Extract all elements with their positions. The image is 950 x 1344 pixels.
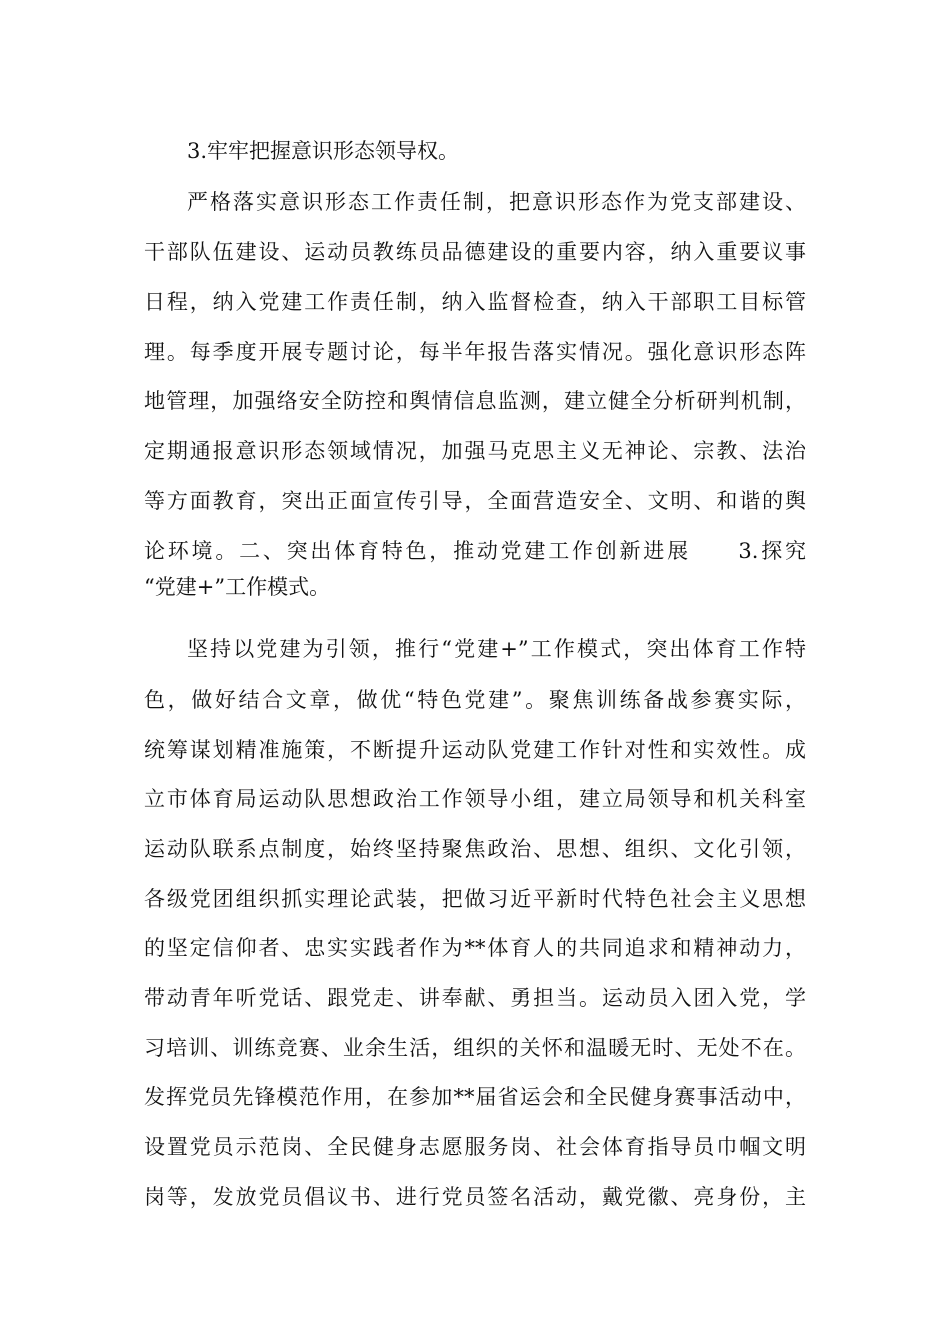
paragraph-line: 各级党团组织抓实理论武装，把做习近平新时代特色社会主义思想 xyxy=(144,887,806,911)
paragraph-line: 定期通报意识形态领域情况，加强马克思主义无神论、宗教、法治 xyxy=(144,439,806,463)
paragraph-line: 严格落实意识形态工作责任制，把意识形态作为党支部建设、 xyxy=(187,190,806,214)
paragraph-line: 设置党员示范岗、全民健身志愿服务岗、社会体育指导员巾帼文明 xyxy=(144,1135,806,1159)
section-heading-3: 3.牢牢把握意识形态领导权。 xyxy=(187,139,460,163)
paragraph-line: 干部队伍建设、运动员教练员品德建设的重要内容，纳入重要议事 xyxy=(144,240,806,264)
paragraph-line: 等方面教育，突出正面宣传引导，全面营造安全、文明、和谐的舆 xyxy=(144,489,806,513)
paragraph-line: 日程，纳入党建工作责任制，纳入监督检查，纳入干部职工目标管 xyxy=(144,290,806,314)
paragraph-line: 理。每季度开展专题讨论，每半年报告落实情况。强化意识形态阵 xyxy=(144,340,806,364)
paragraph-line: 岗等，发放党员倡议书、进行党员签名活动，戴党徽、亮身份，主 xyxy=(144,1185,806,1209)
paragraph-line: 色，做好结合文章，做优“特色党建”。聚焦训练备战参赛实际， xyxy=(144,688,806,712)
paragraph-line: 带动青年听党话、跟党走、讲奉献、勇担当。运动员入团入党，学 xyxy=(144,986,806,1010)
paragraph-line: 坚持以党建为引领，推行“党建+”工作模式，突出体育工作特 xyxy=(187,637,806,661)
paragraph-line: 论环境。二、突出体育特色，推动党建工作创新进展 3.探究 xyxy=(144,539,806,563)
paragraph-line: 的坚定信仰者、忠实实践者作为**体育人的共同追求和精神动力， xyxy=(144,936,806,960)
paragraph-line: 统筹谋划精准施策，不断提升运动队党建工作针对性和实效性。成 xyxy=(144,738,806,762)
paragraph-line: “党建+”工作模式。 xyxy=(144,575,331,599)
paragraph-line: 发挥党员先锋模范作用，在参加**届省运会和全民健身赛事活动中， xyxy=(144,1085,806,1109)
paragraph-line: 地管理，加强络安全防控和舆情信息监测，建立健全分析研判机制， xyxy=(144,389,806,413)
paragraph-line: 运动队联系点制度，始终坚持聚焦政治、思想、组织、文化引领， xyxy=(144,837,806,861)
paragraph-line: 立市体育局运动队思想政治工作领导小组，建立局领导和机关科室 xyxy=(144,787,806,811)
paragraph-line: 习培训、训练竞赛、业余生活，组织的关怀和温暖无时、无处不在。 xyxy=(144,1036,806,1060)
